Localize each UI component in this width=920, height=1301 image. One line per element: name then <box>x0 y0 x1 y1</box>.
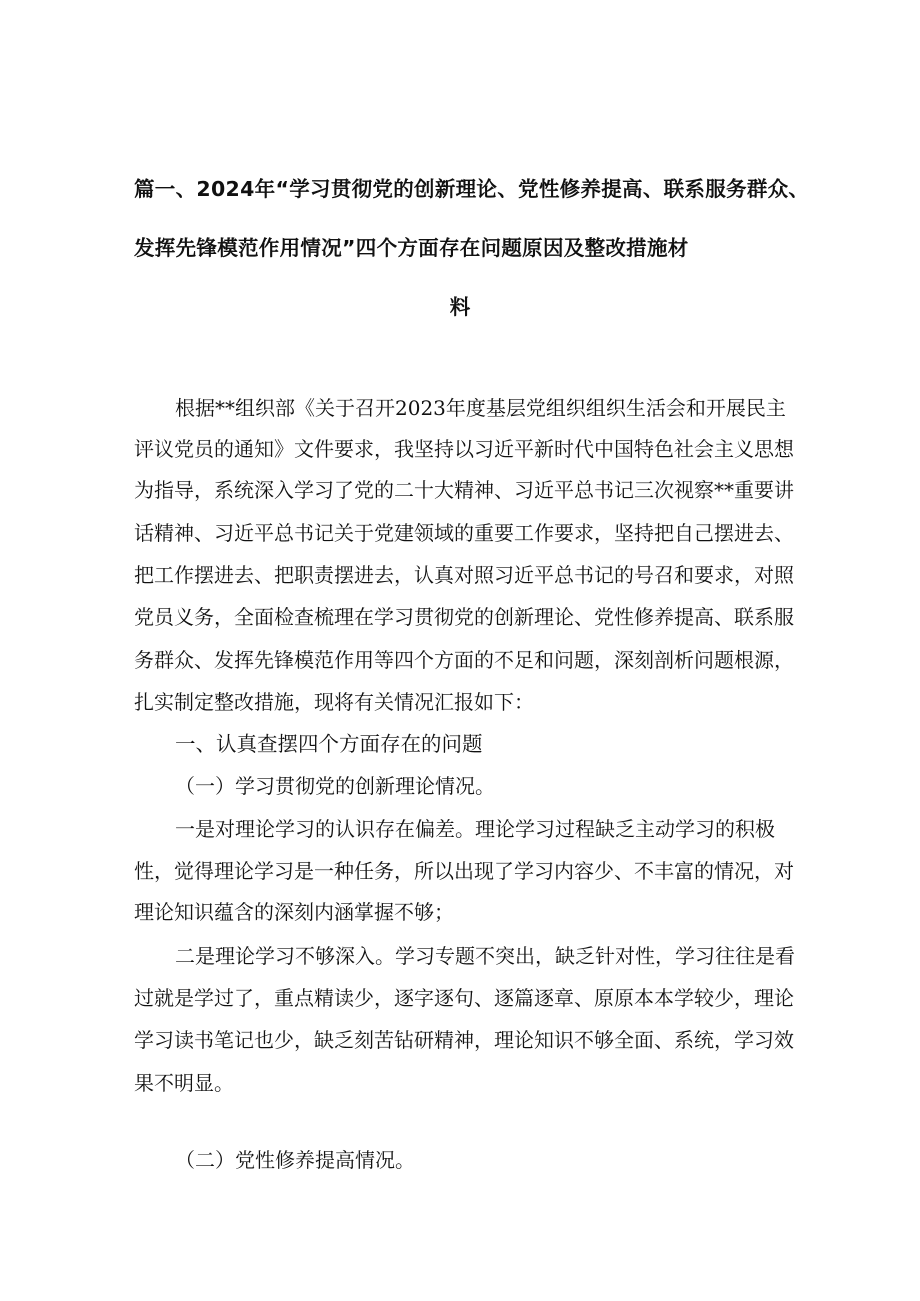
intro-line: 扎实制定整改措施，现将有关情况汇报如下： <box>134 690 534 714</box>
intro-line: 评议党员的通知》文件要求，我坚持以习近平新时代中国特色社会主义思想 <box>134 437 794 461</box>
intro-line: 党员义务，全面检查梳理在学习贯彻党的创新理论、党性修养提高、联系服 <box>134 605 794 629</box>
intro-line: 务群众、发挥先锋模范作用等四个方面的不足和问题，深刻剖析问题根源， <box>134 648 794 672</box>
subsection-heading: （二）党性修养提高情况。 <box>175 1148 415 1172</box>
paragraph-line: 一是对理论学习的认识存在偏差。理论学习过程缺乏主动学习的积极 <box>175 817 775 841</box>
paragraph-line: 学习读书笔记也少，缺乏刻苦钻研精神，理论知识不够全面、系统，学习效 <box>134 1028 794 1052</box>
paragraph-line: 二是理论学习不够深入。学习专题不突出，缺乏针对性，学习往往是看 <box>175 944 795 968</box>
subsection-heading: （一）学习贯彻党的创新理论情况。 <box>175 774 495 798</box>
paragraph-line: 性，觉得理论学习是一种任务，所以出现了学习内容少、不丰富的情况，对 <box>134 859 794 883</box>
title-line-2: 发挥先锋模范作用情况”四个方面存在问题原因及整改措施材 <box>134 236 689 260</box>
paragraph-line: 理论知识蕴含的深刻内涵掌握不够； <box>134 900 454 924</box>
title-line-1: 篇一、2024年“学习贯彻党的创新理论、党性修养提高、联系服务群众、 <box>134 177 810 201</box>
title-line-3: 料 <box>449 295 471 319</box>
intro-line: 为指导，系统深入学习了党的二十大精神、习近平总书记三次视察**重要讲 <box>134 478 794 502</box>
intro-line: 把工作摆进去、把职责摆进去，认真对照习近平总书记的号召和要求，对照 <box>134 563 794 587</box>
paragraph-line: 过就是学过了，重点精读少，逐字逐句、逐篇逐章、原原本本学较少，理论 <box>134 986 794 1010</box>
paragraph-line: 果不明显。 <box>134 1071 234 1095</box>
intro-line: 根据**组织部《关于召开2023年度基层党组织组织生活会和开展民主 <box>175 396 786 420</box>
intro-line: 话精神、习近平总书记关于党建领域的重要工作要求，坚持把自己摆进去、 <box>134 521 794 545</box>
section-heading: 一、认真查摆四个方面存在的问题 <box>175 732 483 756</box>
